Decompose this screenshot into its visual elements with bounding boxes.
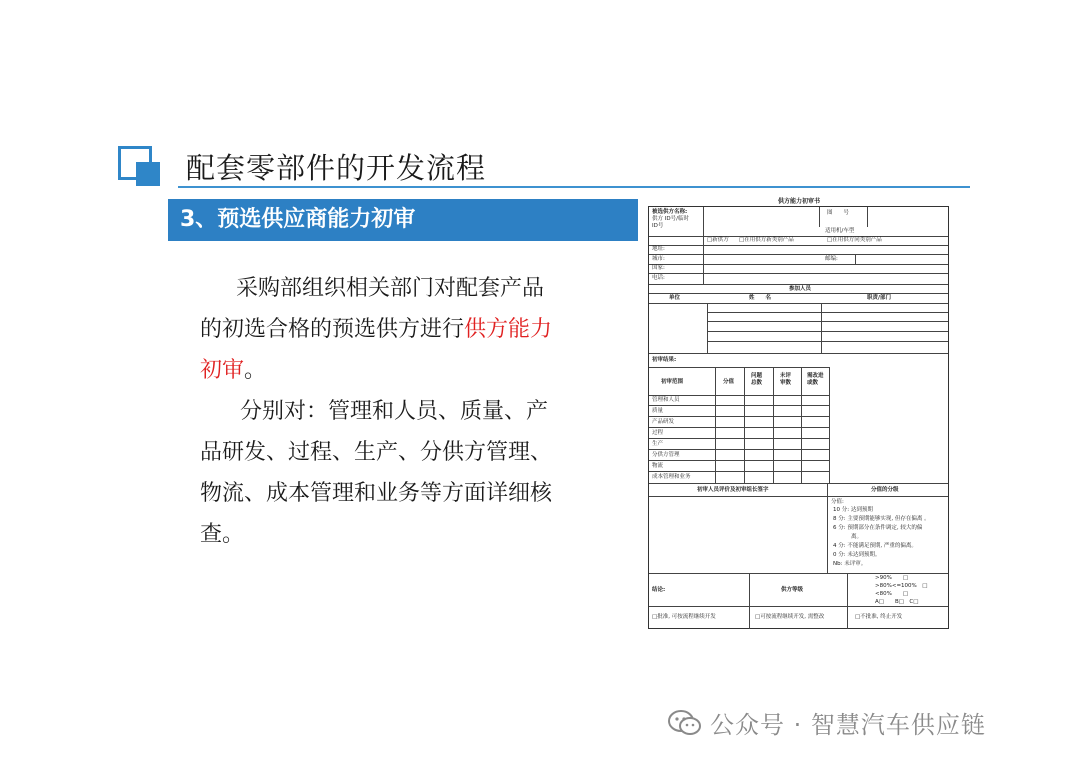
form-final-option: □不批准, 终止开发 bbox=[855, 614, 903, 620]
form-score-line: 8 分: 主要预期能够实现, 但存在偏离 。 bbox=[833, 516, 930, 522]
form-final-option: □可按流程继续开发, 需整改 bbox=[755, 614, 825, 620]
form-city: 城市: bbox=[652, 256, 665, 262]
para1-line3-normal: 。 bbox=[244, 358, 267, 383]
para1-line1: 采购部组织相关部门对配套产品 bbox=[236, 276, 545, 301]
form-signature: 初审人员评价及初审组长签字 bbox=[697, 487, 769, 493]
form-col-unassessed: 未评审数 bbox=[780, 373, 792, 386]
form-level: >90% □ bbox=[875, 575, 909, 581]
section-title: 3、预选供应商能力初审 bbox=[168, 199, 638, 241]
form-phone: 电话: bbox=[652, 275, 665, 281]
form-score-line: 6 分: 预期部分在条件调定, 较大的偏 bbox=[833, 525, 923, 531]
form-final-option: □批准, 可按流程继续开发 bbox=[652, 614, 716, 620]
form-scope-item: 管理和人员 bbox=[652, 397, 680, 403]
form-supplier-code: 供方 ID号/临时 bbox=[652, 216, 689, 222]
form-address: 地址: bbox=[652, 246, 665, 252]
form-postcode: 邮编: bbox=[825, 256, 838, 262]
para2-line1: 分别对：管理和人员、质量、产 bbox=[240, 399, 549, 424]
form-col-unit: 单位 bbox=[669, 295, 681, 301]
form-opt-existing-same: □在用供方同类别产品 bbox=[827, 237, 882, 243]
form-country: 国家: bbox=[652, 265, 665, 271]
form-col-improve: 需改进或数 bbox=[807, 373, 824, 386]
form-level: <80% □ bbox=[875, 591, 909, 597]
para2-line3: 物流、成本管理和业务等方面详细核 bbox=[200, 481, 553, 506]
form-opt-existing-new: □在用供方新类别产品 bbox=[739, 237, 794, 243]
form-scope-item: 成本管理和业务 bbox=[652, 474, 691, 480]
form-supplier-name: 被选供方名称: bbox=[652, 209, 688, 215]
form-supplier-level: 供方等级 bbox=[781, 587, 804, 593]
para1-highlight: 供方能力 bbox=[464, 317, 553, 342]
form-scope-item: 过程 bbox=[652, 430, 664, 436]
para1-highlight-2: 初审 bbox=[200, 358, 245, 383]
form-scope-item: 物流 bbox=[652, 463, 664, 469]
para1-line3 bbox=[200, 350, 600, 391]
form-level: A□ B□ C□ bbox=[875, 599, 919, 605]
form-score-rule: 分值的分级 bbox=[871, 487, 899, 493]
title-square-fill-icon bbox=[136, 162, 160, 186]
para2-line4: 查。 bbox=[200, 522, 245, 547]
form-col-score: 分值 bbox=[723, 379, 735, 385]
page-title: 配套零部件的开发流程 bbox=[186, 151, 487, 185]
form-score-line: Nb: 未评审。 bbox=[833, 561, 867, 567]
form-border bbox=[648, 206, 949, 629]
form-model: 适用机/车型 bbox=[825, 228, 855, 234]
form-scope-item: 生产 bbox=[652, 441, 664, 447]
form-level: >80%<=100% □ bbox=[875, 583, 928, 589]
form-result-label: 初审结果: bbox=[652, 357, 677, 363]
form-score-line: 4 分: 不能满足预期, 严重的偏离。 bbox=[833, 543, 917, 549]
para2-line2: 品研发、过程、生产、分供方管理、 bbox=[200, 440, 553, 465]
form-col-position: 职责/部门 bbox=[867, 295, 892, 301]
watermark-text: 公众号 · 智慧汽车供应链 bbox=[710, 711, 986, 739]
form-scope-item: 质量 bbox=[652, 408, 664, 414]
wechat-icon bbox=[668, 709, 702, 743]
para1-line2 bbox=[200, 309, 600, 350]
form-opt-new: □新供方 bbox=[707, 237, 729, 243]
form-score-line: 10 分: 达到预期 bbox=[833, 507, 873, 513]
title-underline bbox=[178, 186, 970, 188]
form-scope-item: 产品研发 bbox=[652, 419, 675, 425]
form-score-line: 离。 bbox=[851, 534, 863, 540]
form-conclusion: 结论: bbox=[652, 587, 666, 593]
form-id-label: ID号 bbox=[652, 223, 664, 229]
form-col-name: 姓 名 bbox=[749, 295, 772, 301]
body-text bbox=[200, 268, 600, 555]
para1-line2-normal: 的初选合格的预选供方进行 bbox=[200, 317, 465, 342]
supplier-audit-form bbox=[647, 196, 951, 632]
watermark bbox=[668, 705, 986, 743]
form-participants: 参加人员 bbox=[789, 286, 812, 292]
form-scope-item: 分供方管理 bbox=[652, 452, 680, 458]
form-col-scope: 初审范围 bbox=[661, 379, 684, 385]
form-drawing-no: 图 号 bbox=[827, 210, 850, 216]
form-title: 供方能力初审书 bbox=[777, 198, 820, 205]
form-score-line: 0 分: 未达到预期。 bbox=[833, 552, 881, 558]
form-col-issues: 问题总数 bbox=[751, 373, 763, 386]
form-score-head: 分值: bbox=[831, 499, 844, 505]
